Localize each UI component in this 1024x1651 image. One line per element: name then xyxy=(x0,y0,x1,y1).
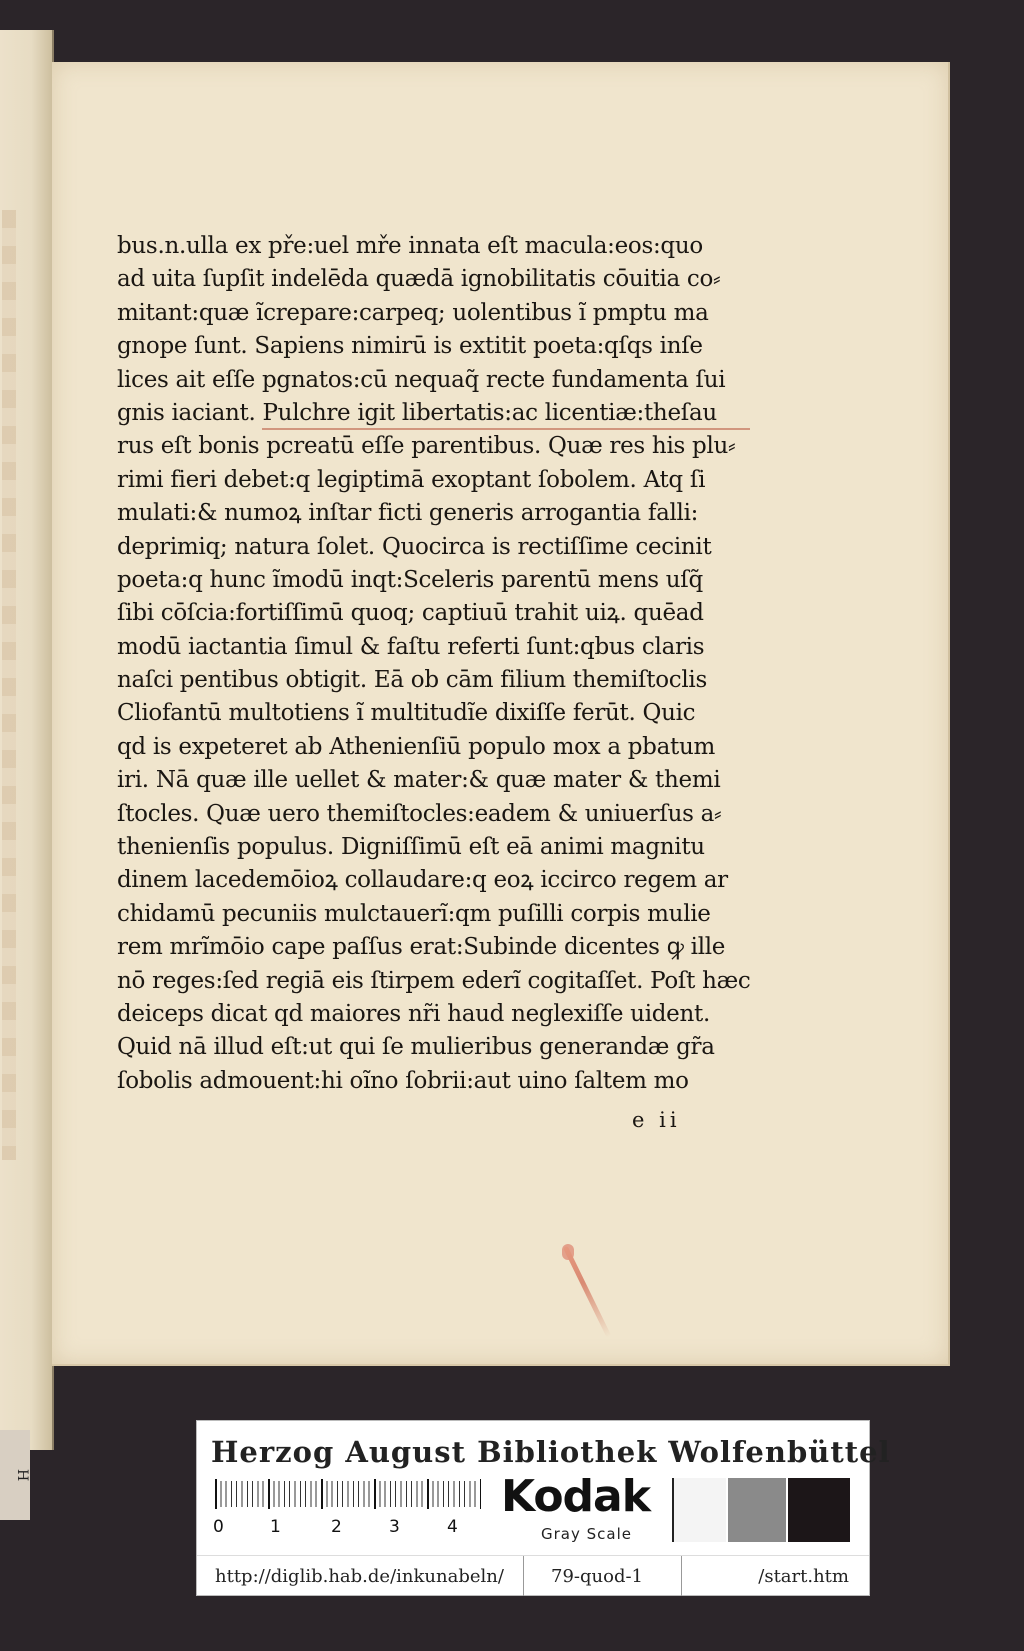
text-line: iri. Nā quæ ille uellet & mater:& quæ mater & themi xyxy=(117,767,721,794)
text-line: bus.n.ulla ex pře:uel mře innata eſt macula:eos:quo xyxy=(117,233,703,259)
ruler-number: 3 xyxy=(389,1517,400,1537)
text-line: mitant:quæ ĩcrepare:carpeq; uolentibus ĩ pmptu ma xyxy=(117,299,709,326)
url-suffix: /start.htm xyxy=(758,1566,849,1587)
scan-color-target-card xyxy=(196,1420,891,1596)
footer-divider xyxy=(681,1556,682,1596)
text-line: rimi fieri debet:q legiptimā exoptant ſobolem. Atq ſi xyxy=(117,466,706,493)
gray-scale-label: Gray Scale xyxy=(541,1525,632,1543)
target-footer xyxy=(197,1555,869,1596)
gray-swatch-light xyxy=(672,1478,726,1542)
text-line: poeta:q hunc ĩmodū inqt:Sceleris parentū mens uſq̃ xyxy=(117,566,703,593)
measurement-ruler-major-ticks xyxy=(215,1479,481,1509)
text-line: nō reges:ſed regiā eis ſtirpem ederĩ cogitaſſet. Poſt hæc xyxy=(117,967,751,994)
text-line: gnope ſunt. Sapiens nimirū is extitit poeta:qſqs inſe xyxy=(117,333,703,360)
left-book-page-edge xyxy=(0,30,54,1450)
gray-swatch-dark xyxy=(788,1478,850,1542)
text-line: chidamū pecuniis mulctauerĩ:qm puſilli corpis mulie xyxy=(117,900,711,927)
text-line: Quid nā illud eſt:ut qui ſe mulieribus generandæ gr̃a xyxy=(117,1034,715,1061)
text-line: lices ait eſſe pgnatos:cū nequaq̃ recte fundamenta ſui xyxy=(117,366,726,393)
text-line: Cliofantū multotiens ĩ multitudĩe dixiſſe ferūt. Quic xyxy=(117,700,696,727)
text-line: ſtocles. Quæ uero themiſtocles:eadem & uniuerſus a⸗ xyxy=(117,800,722,827)
text-line: ſibi cōſcia:fortiſſimū quoq; captiuū trahit uiꝝ. quēad xyxy=(117,600,704,627)
left-page-edge-texture xyxy=(2,210,16,1160)
text-line: naſci pentibus obtigit. Eā ob cām filium themiſtoclis xyxy=(117,667,707,694)
ruler-number: 1 xyxy=(270,1517,281,1537)
shelf-label: H xyxy=(0,1430,30,1520)
kodak-logo: Kodak xyxy=(501,1471,650,1522)
text-line: ad uita ſupſit indelēda quædā ignobilitatis cōuitia co⸗ xyxy=(117,266,721,293)
text-line: qd is expeteret ab Athenienſiū populo mox a pbatum xyxy=(117,733,715,760)
footer-divider xyxy=(523,1556,524,1596)
ruler-numbers xyxy=(213,1517,493,1539)
signature-mark: e ii xyxy=(632,1108,681,1132)
red-underline-annotation xyxy=(262,428,750,430)
text-line: dinem lacedemōioꝝ collaudare:q eoꝝ iccirco regem ar xyxy=(117,867,728,894)
text-line: deiceps dicat qd maiores nr̃i haud neglexiſſe uident. xyxy=(117,1000,710,1027)
item-identifier: 79-quod-1 xyxy=(551,1566,643,1587)
ruler-number: 2 xyxy=(331,1517,342,1537)
ruler-number: 0 xyxy=(213,1517,224,1537)
text-line: deprimiq; natura ſolet. Quocirca is rectiſſime cecinit xyxy=(117,533,712,560)
text-line: gnis iaciant. Pulchre igit libertatis:ac licentiæ:theſau xyxy=(117,399,717,426)
latin-text-block xyxy=(117,230,751,1098)
gray-swatch-mid xyxy=(728,1478,786,1542)
ruler-number: 4 xyxy=(447,1517,458,1537)
text-line: modū iactantia ſimul & faſtu referti ſunt:qbus claris xyxy=(117,633,705,660)
text-line: thenienſis populus. Digniſſimū eſt eā animi magnitu xyxy=(117,834,705,861)
text-line: rus eſt bonis pcreatū eſſe parentibus. Quæ res his plu⸗ xyxy=(117,433,736,460)
text-line: ſobolis admouent:hi oĩno ſobrii:aut uino ſaltem mo xyxy=(117,1067,689,1094)
library-title: Herzog August Bibliothek Wolfenbüttel xyxy=(211,1435,891,1469)
text-line: mulati:& numoꝝ inſtar ficti generis arrogantia falli: xyxy=(117,500,699,527)
digital-library-url: http://diglib.hab.de/inkunabeln/ xyxy=(215,1566,504,1587)
text-line: rem mrĩmōio cape paſſus erat:Subinde dicentes ꝙ ille xyxy=(117,934,726,961)
